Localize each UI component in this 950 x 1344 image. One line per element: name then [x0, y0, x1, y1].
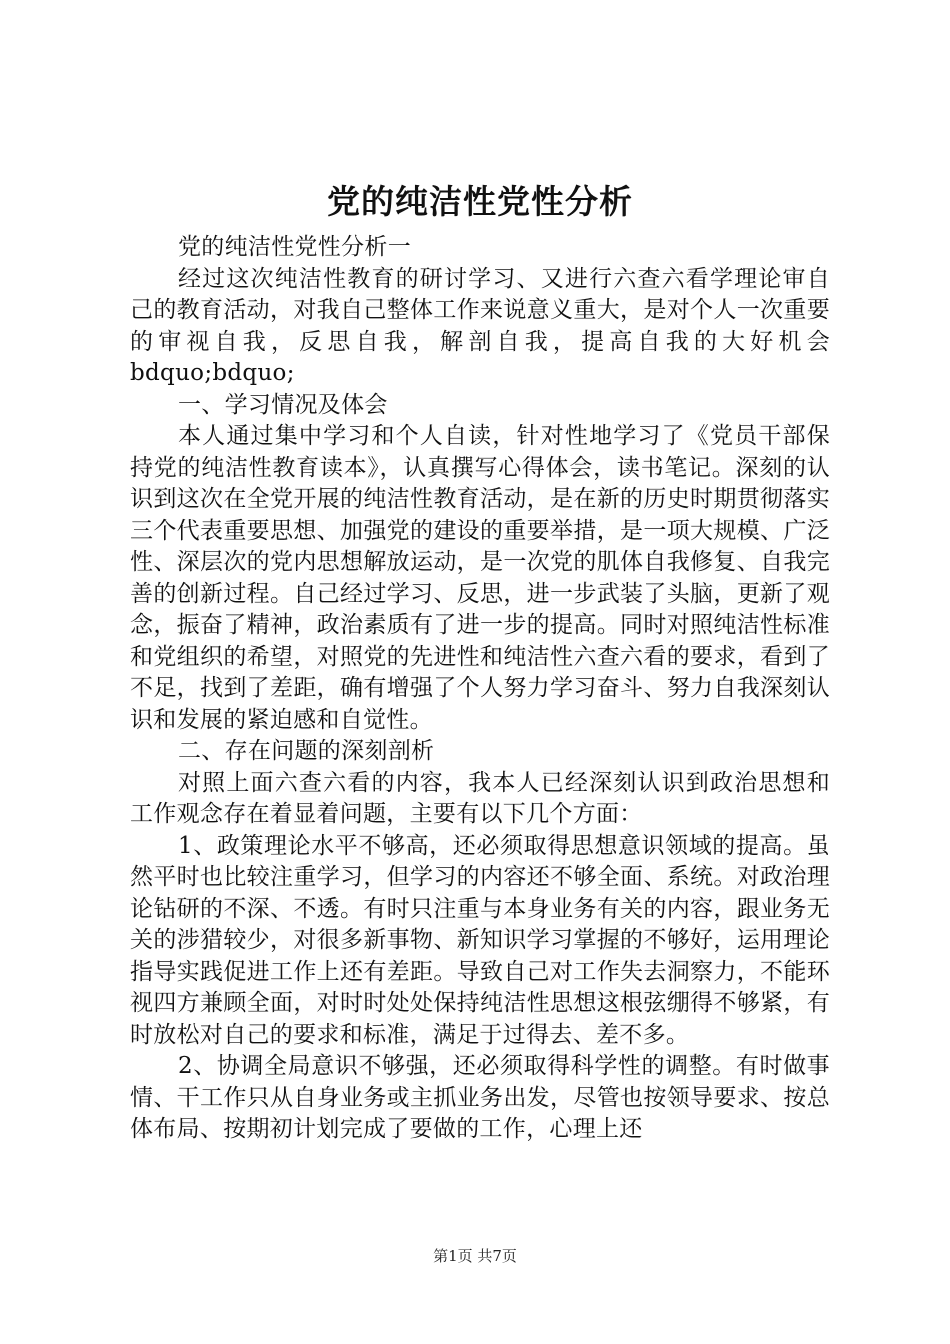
paragraph-problems-intro: 对照上面六查六看的内容，我本人已经深刻认识到政治思想和工作观念存在着显着问题，主要有以下几个方面： — [130, 769, 830, 827]
paragraph-intro: 经过这次纯洁性教育的研讨学习、又进行六查六看学理论审自己的教育活动，对我自己整体工作来说意义重大，是对个人一次重要的审视自我，反思自我，解剖自我，提高自我的大好机会bdquo;bdquo; — [130, 265, 830, 386]
page-footer — [0, 1245, 950, 1266]
document-title: 党的纯洁性党性分析 — [327, 182, 633, 221]
section-heading-problems: 二、存在问题的深刻剖析 — [178, 738, 435, 764]
paragraph-problem-1: 1、政策理论水平不够高，还必须取得思想意识领域的提高。虽然平时也比较注重学习，但学习的内容还不够全面、系统。对政治理论钻研的不深、不透。有时只注重与本身业务有关的内容，跟业务无关的涉猎较少，对很多新事物、新知识学习掌握的不够好，运用理论指导实践促进工作上还有差距。导致自己对工作失去洞察力，不能环视四方兼顾全面，对时时处处保持纯洁性思想这根弦绷得不够紧，有时放松对自己的要求和标准，满足于过得去、差不多。 — [130, 832, 830, 1048]
paragraph-problem-2: 2、协调全局意识不够强，还必须取得科学性的调整。有时做事情、干工作只从自身业务或主抓业务出发，尽管也按领导要求、按总体布局、按期初计划完成了要做的工作，心理上还 — [130, 1053, 830, 1142]
section-heading-study: 一、学习情况及体会 — [178, 391, 388, 418]
document-page — [130, 180, 830, 1146]
paragraph-subtitle: 党的纯洁性党性分析一 — [178, 234, 411, 260]
paragraph-study: 本人通过集中学习和个人自读，针对性地学习了《党员干部保持党的纯洁性教育读本》，认真撰写心得体会，读书笔记。深刻的认识到这次在全党开展的纯洁性教育活动，是在新的历史时期贯彻落实三个代表重要思想、加强党的建设的重要举措，是一项大规模、广泛性、深层次的党内思想解放运动，是一次党的肌体自我修复、自我完善的创新过程。自己经过学习、反思，进一步武装了头脑，更新了观念，振奋了精神，政治素质有了进一步的提高。同时对照纯洁性标准和党组织的希望，对照党的先进性和纯洁性六查六看的要求，看到了不足，找到了差距，确有增强了个人努力学习奋斗、努力自我深刻认识和发展的紧迫感和自觉性。 — [130, 423, 830, 733]
page-indicator: 第1页 共7页 — [433, 1247, 517, 1265]
